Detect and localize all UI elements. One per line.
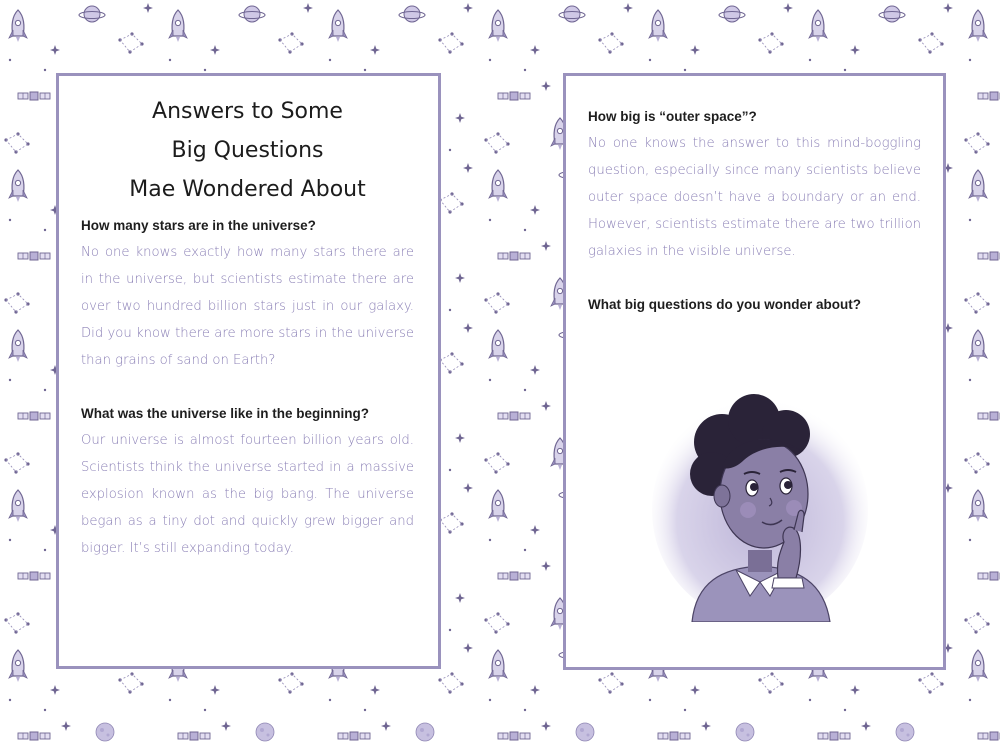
page-title [81,92,414,209]
answer-outer-space: No one knows the answer to this mind-boggling question, especially since many scientists believe outer space doesn’t have a boundary or an end. However, scientists estimate there are two trillion galaxies in the visible universe. [588,136,921,259]
question-outer-space: How big is “outer space”? [588,109,757,124]
answer-stars: No one knows exactly how many stars there are in the universe, but scientists estimate there are over two hundred billion stars just in our galaxy. Did you know there are more stars in the universe than grains of sand on Earth? [81,245,414,368]
girl-thinking-illustration [652,382,868,622]
title-line-1: Answers to Some [152,99,343,124]
question-beginning: What was the universe like in the beginning? [81,406,370,421]
answer-beginning: Our universe is almost fourteen billion years old. Scientists think the universe started in a massive explosion known as the big bang. The universe began as a tiny dot and quickly grew bigger and bigger. It’s still expanding today. [81,433,414,556]
title-line-2: Big Questions [171,138,324,163]
title-line-3: Mae Wondered About [129,177,366,202]
closing-question: What big questions do you wonder about? [588,297,861,312]
left-page-panel [56,73,441,669]
right-page-panel [563,73,946,670]
question-stars: How many stars are in the universe? [81,218,316,233]
